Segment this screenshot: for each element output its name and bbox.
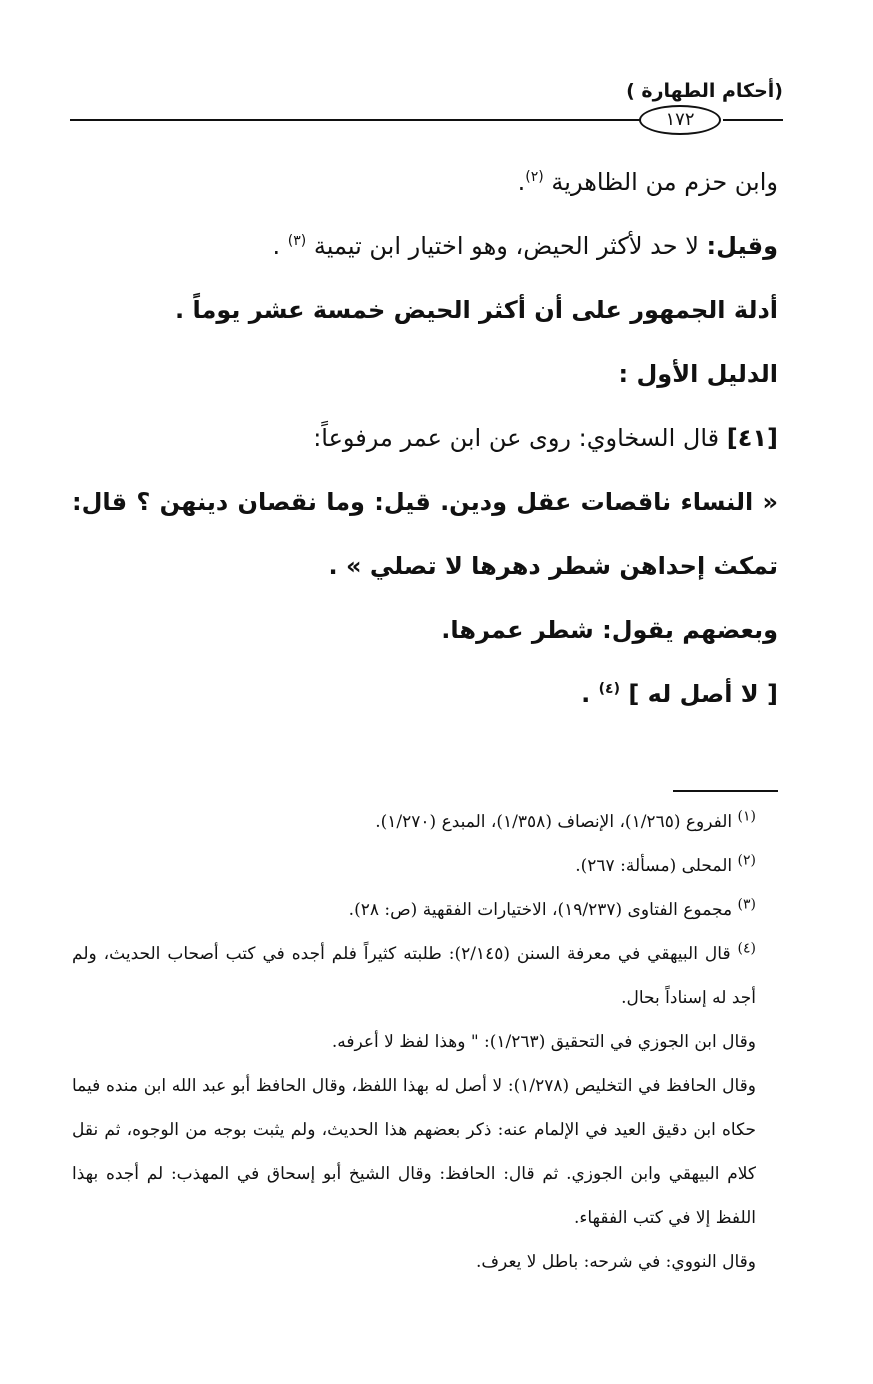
header-rule-right [723, 119, 783, 121]
footnote-hafiz: وقال الحافظ في التخليص (١/٢٧٨): لا أصل له بهذا اللفظ، وقال الحافظ أبو عبد الله ابن منده فيما حكاه ابن دقيق العيد في الإلمام عنه: ذكر بعضهم هذا الحديث، ولم يثبت بوجه من الوجوه، ثم نقل كلام البيهقي وابن الجوزي. ثم قال: الحافظ: وقال الشيخ أبو إسحاق في المهذب: لم أجده بهذا اللفظ إلا في كتب الفقهاء. [72, 1076, 756, 1228]
footnote-nawawi: وقال النووي: في شرحه: باطل لا يعرف. [476, 1252, 756, 1272]
hadith-variant: وبعضهم يقول: شطر عمرها. [441, 616, 778, 644]
page-number: ١٧٢ [639, 105, 721, 135]
footnote-ref-4: (٤) [598, 681, 620, 697]
footnote-1: $^{(١)}$ الفروع (١/٢٦٥)، الإنصاف (١/٣٥٨)، المبدع (١/٢٧٠). [375, 808, 756, 832]
header-rule [70, 119, 643, 121]
footnote-jawzi: وقال ابن الجوزي في التحقيق (١/٢٦٣): " وهذا لفظ لا أعرفه. [331, 1032, 756, 1052]
text-line-ibn-hazm: وابن حزم من الظاهرية $^{(٢)}$. [517, 168, 778, 196]
hadith-verdict: [ لا أصل له ] $^{(٤)}$ . [581, 680, 778, 708]
qila-label: وقيل: [706, 232, 778, 260]
footnote-3: $^{(٣)}$ مجموع الفتاوى (١٩/٢٣٧)، الاختيارات الفقهية (ص: ٢٨). [348, 896, 756, 920]
evidence-title: الدليل الأول : [618, 360, 778, 388]
hadith-text: « النساء ناقصات عقل ودين. قيل: وما نقصان دينهن ؟ قال: تمكث إحداهن شطر دهرها لا تصلي » . [72, 488, 778, 580]
footnotes [72, 800, 778, 1284]
footnote-4: $^{(٤)}$ قال البيهقي في معرفة السنن (٢/١٤٥): طلبته كثيراً فلم أجده في كتب أصحاب الحديث، ولم أجد له إسناداً بحال. [72, 940, 756, 1008]
footnote-ref-2: (٢) [525, 169, 544, 185]
footnote-ref-3: (٣) [287, 233, 307, 249]
text-line-qila: وقيل: لا حد لأكثر الحيض، وهو اختيار ابن تيمية $^{(٣)}$ . [272, 232, 778, 260]
main-text [72, 150, 778, 726]
footnote-2: $^{(٢)}$ المحلى (مسألة: ٢٦٧). [575, 852, 756, 876]
footnote-separator [673, 790, 778, 792]
hadith-intro: [٤١] قال السخاوي: روى عن ابن عمر مرفوعاً: [313, 424, 778, 452]
running-title: (أحكام الطهارة ) [626, 80, 783, 102]
hadith-number: [٤١] [726, 424, 778, 452]
page-header [70, 80, 783, 140]
section-heading: أدلة الجمهور على أن أكثر الحيض خمسة عشر يوماً . [175, 296, 778, 324]
